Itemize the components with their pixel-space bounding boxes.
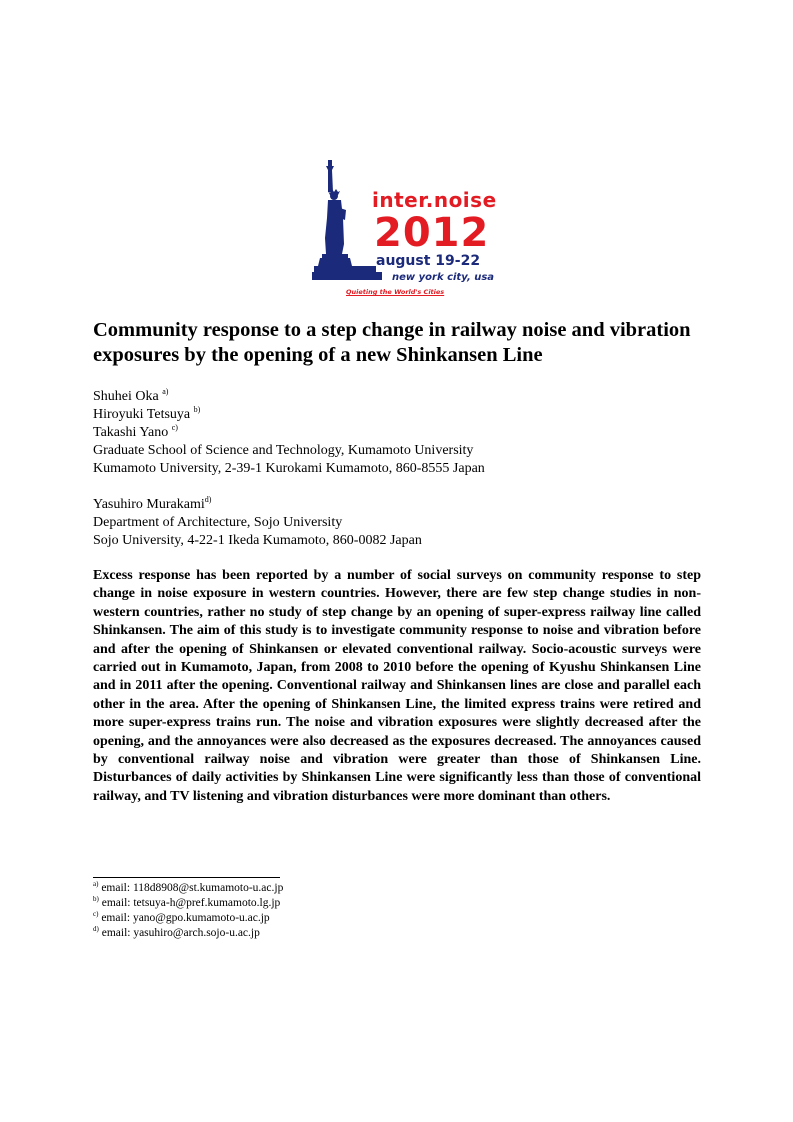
statue-of-liberty-icon [312,158,382,288]
author-name: Takashi Yano [93,425,169,440]
author-name: Hiroyuki Tetsuya [93,407,191,422]
logo-location: new york city, usa [392,272,495,283]
affiliation-address: Kumamoto University, 2-39-1 Kurokami Kumamoto, 860-8555 Japan [93,461,485,476]
footnote-email[interactable]: email: tetsuya-h@pref.kumamoto.lg.jp [98,897,281,909]
affiliation-line: Department of Architecture, Sojo University [93,515,343,530]
logo-tagline: Quieting the World's Cities [346,288,445,296]
author-name: Yasuhiro Murakami [93,497,205,512]
author-3 [93,424,713,442]
abstract: Excess response has been reported by a number of social surveys on community response to step change in noise exposure in western countries. However, there are few step change studies in non-western countries, rather no study of step change by an opening of super-express railway line called Shinkansen. The aim of this study is to investigate community response to noise and vibration before and after the opening of Shinkansen or elevated conventional railway. Socio-acoustic surveys were carried out in Kumamoto, Japan, from 2008 to 2010 before the opening of Kyushu Shinkansen Line and in 2011 after the opening. Conventional railway and Shinkansen lines are close and parallel each other in the area. After the opening of Shinkansen Line, the limited express trains were retired and more super-express trains run. The noise and vibration exposures were slightly decreased after the opening, and the annoyances were also decreased as the exposures decreased. The annoyances caused by conventional railway noise and vibration were greater than those of Shinkansen Line. Disturbances of daily activities by Shinkansen Line were significantly less than those of conventional railway, and TV listening and vibration disturbances were more dominant than others. [93,568,701,804]
footnote-mark: c) [93,910,99,918]
author-mark: b) [193,405,201,414]
footnote-divider [93,877,280,878]
footnote-email[interactable]: email: 118d8908@st.kumamoto-u.ac.jp [98,882,284,894]
author-block-2 [93,496,713,550]
footnote-a [93,881,283,896]
footnote-b [93,896,283,911]
footnotes [93,881,283,941]
author-mark: a) [162,387,169,396]
footnote-d [93,926,283,941]
footnote-mark: d) [93,925,99,933]
footnote-email[interactable]: email: yano@gpo.kumamoto-u.ac.jp [98,912,270,924]
logo-year: 2012 [374,210,490,256]
logo-event-name: inter.noise [372,188,497,212]
footnote-c [93,911,283,926]
footnote-email[interactable]: email: yasuhiro@arch.sojo-u.ac.jp [98,927,260,939]
conference-logo [312,158,497,308]
footnote-mark: a) [93,880,99,888]
paper-title: Community response to a step change in railway noise and vibration exposures by the opening of a new Shinkansen Line [93,319,691,366]
author-4 [93,496,713,514]
author-mark: d) [204,495,212,504]
affiliation-line: Graduate School of Science and Technology, Kumamoto University [93,443,474,458]
author-name: Shuhei Oka [93,389,159,404]
author-2 [93,406,713,424]
footnote-mark: b) [93,895,99,903]
author-block [93,388,713,478]
author-1 [93,388,713,406]
logo-dates: august 19-22 [376,253,481,269]
author-mark: c) [171,423,178,432]
affiliation-address: Sojo University, 4-22-1 Ikeda Kumamoto, 860-0082 Japan [93,533,422,548]
